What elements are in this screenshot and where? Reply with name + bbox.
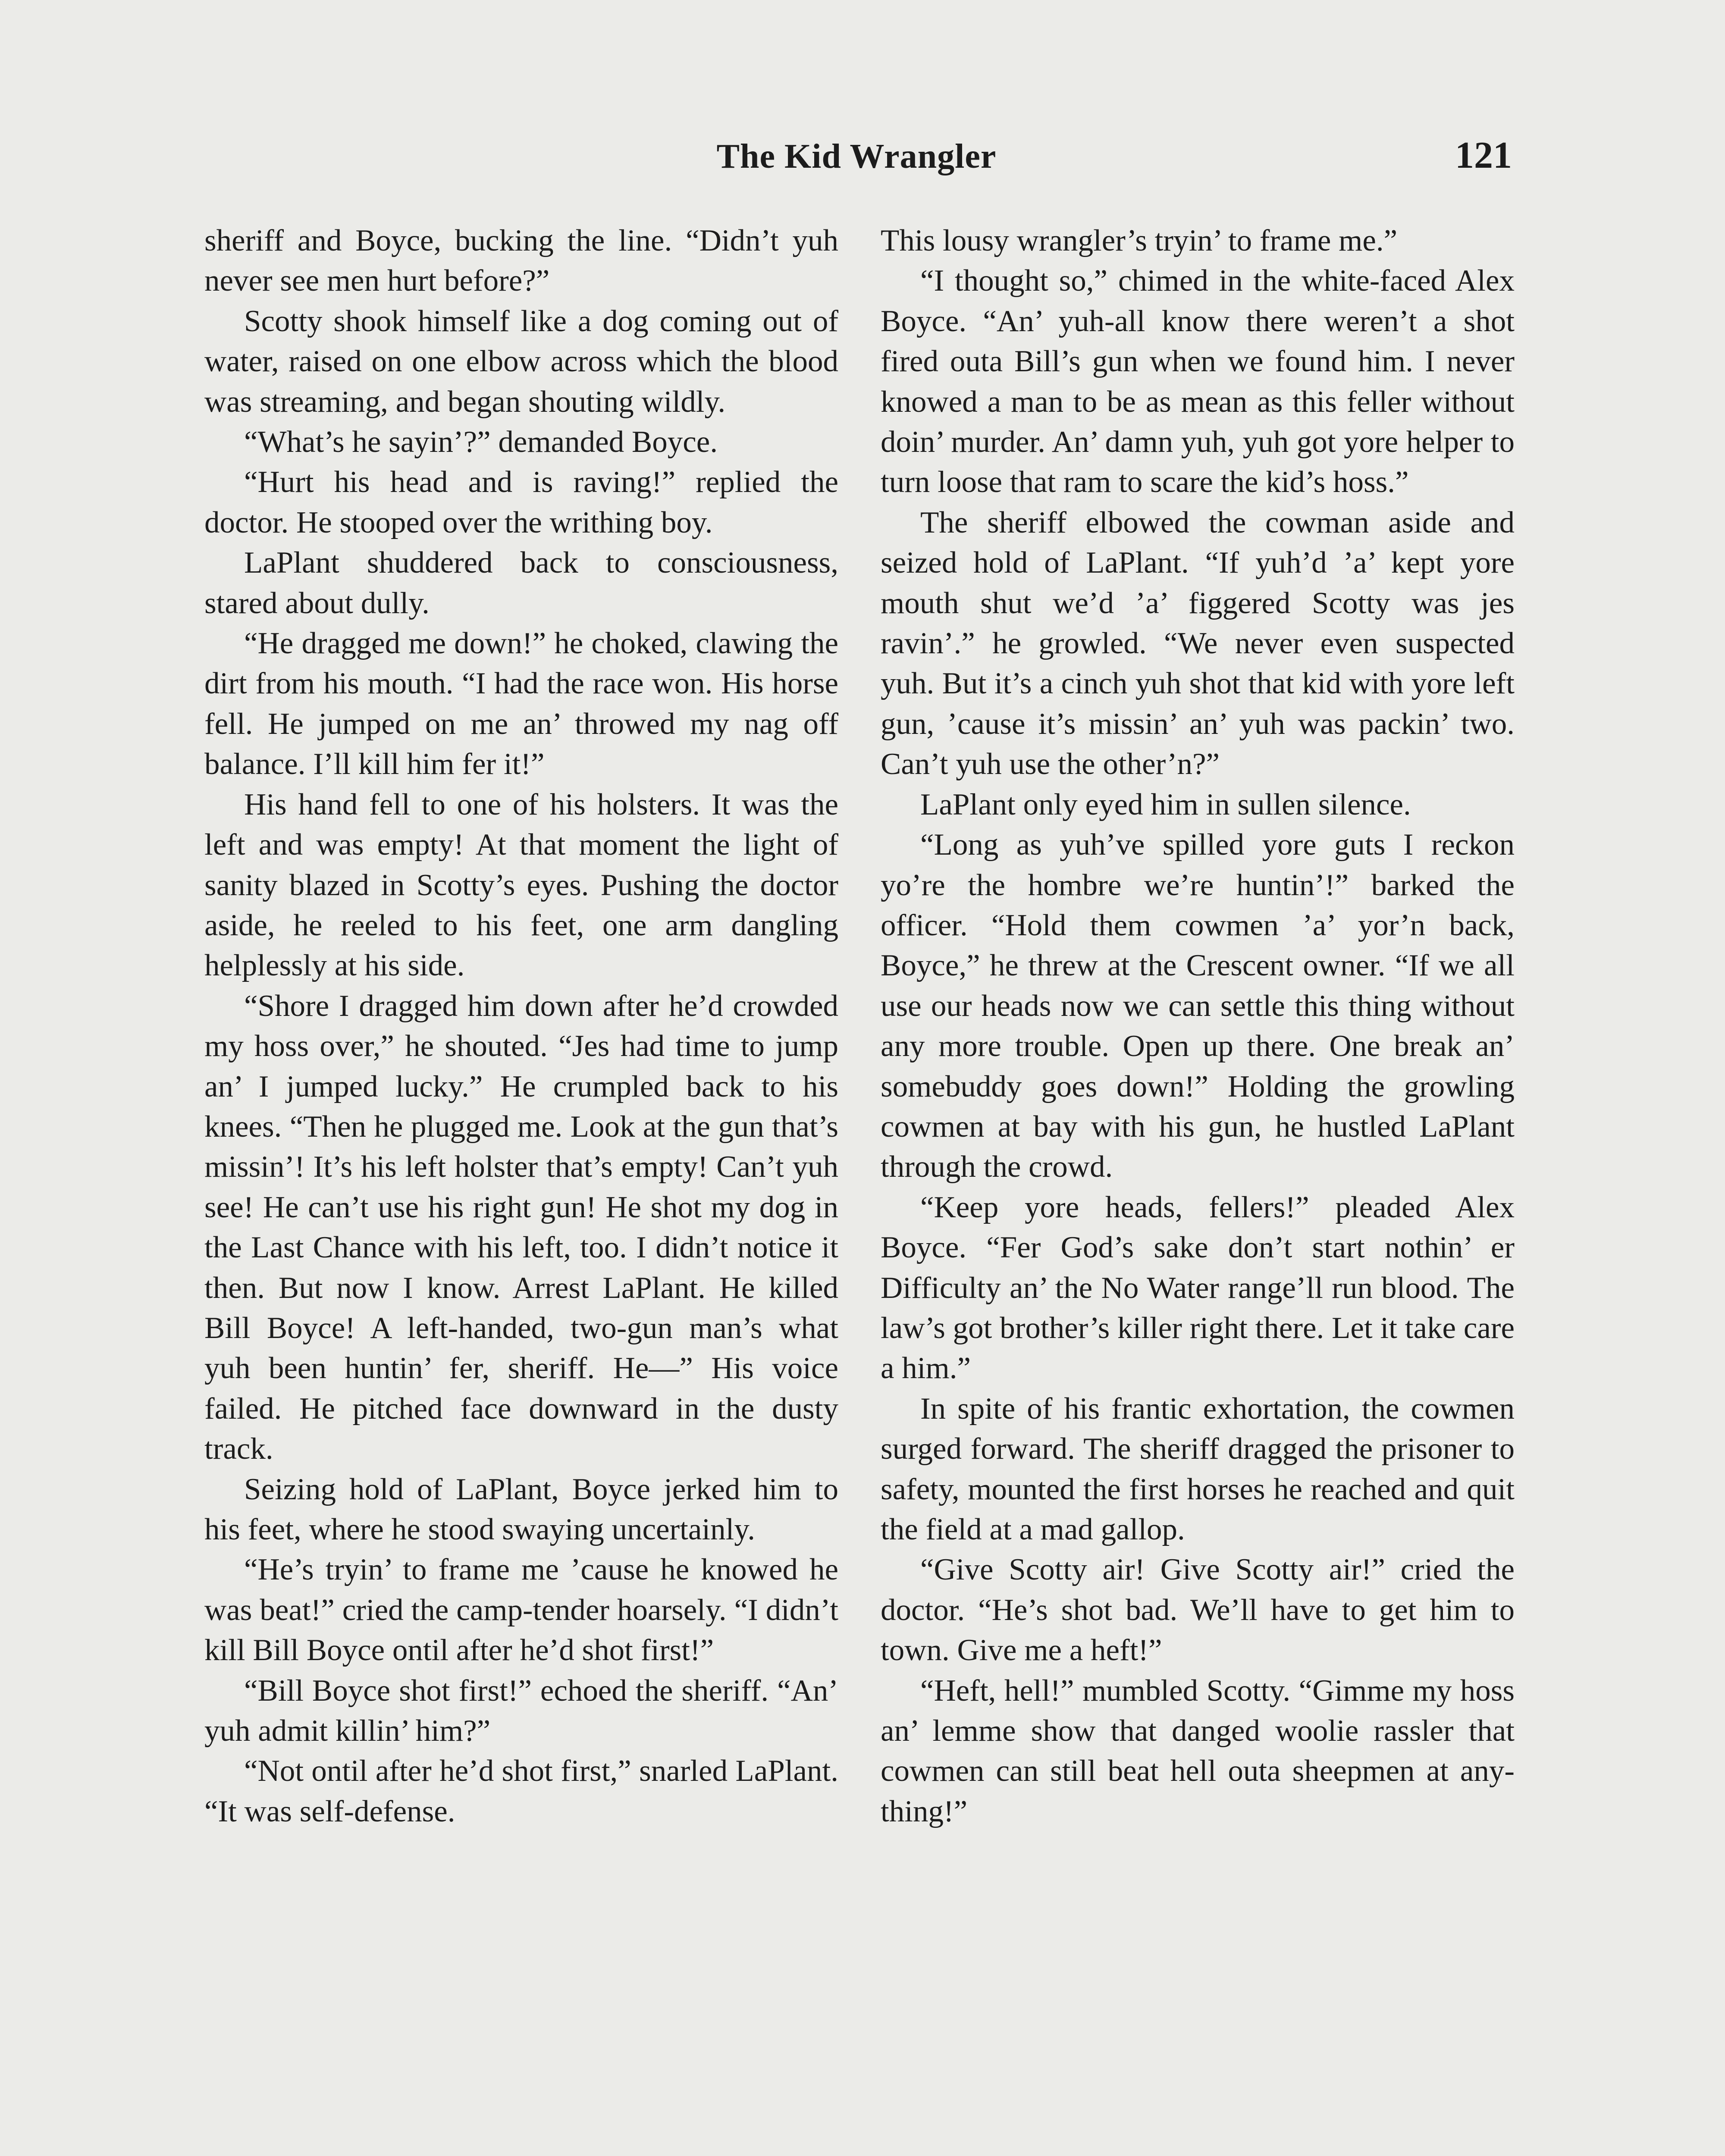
paragraph: The sheriff elbowed the cowman aside and seized hold of LaPlant. “If yuh’d ’a’ kept yore mouth shut we’d ’a’ figgered Scotty was jes ravin’.” he growled. “We never even suspected yuh. But it’s a cinch yuh shot that kid with yore left gun, ’cause it’s missin’ an’ yuh was packin’ two. Can’t yuh use the other’n?” bbox=[881, 505, 1515, 781]
paragraph: sheriff and Boyce, bucking the line. “Didn’t yuh never see men hurt before?” bbox=[204, 224, 838, 298]
paragraph: “He dragged me down!” he choked, clawing the dirt from his mouth. “I had the race won. His horse fell. He jumped on me an’ throwed my nag off balance. I’ll kill him fer it!” bbox=[204, 627, 838, 781]
page-number: 121 bbox=[1455, 135, 1512, 176]
paragraph: “Heft, hell!” mumbled Scotty. “Gimme my hoss an’ lemme show that danged woolie rassler that cowmen can still beat hell outa sheepmen at anything!” bbox=[881, 1673, 1515, 1828]
paragraph: “I thought so,” chimed in the white-faced Alex Boyce. “An’ yuh-all know there weren’t a shot fired outa Bill’s gun when we found him. I never knowed a man to be as mean as this feller without doin’ murder. An’ damn yuh, yuh got yore helper to turn loose that ram to scare the kid’s hoss.” bbox=[881, 264, 1515, 499]
paragraph: “Shore I dragged him down after he’d crowded my hoss over,” he shouted. “Jes had time to jump an’ I jumped lucky.” He crumpled back to his knees. “Then he plugged me. Look at the gun that’s missin’! It’s his left holster that’s empty! Can’t yuh see! He can’t use his right gun! He shot my dog in the Last Chance with his left, too. I didn’t notice it then. But now I know. Arrest LaPlant. He killed Bill Boyce! A left-handed, two-gun man’s what yuh been huntin’ fer, sheriff. He—” His voice failed. He pitched face downward in the dusty track. bbox=[204, 989, 838, 1466]
paragraph: Seizing hold of LaPlant, Boyce jerked him to his feet, where he stood swaying uncertainly. bbox=[204, 1472, 838, 1546]
paragraph: “Long as yuh’ve spilled yore guts I reckon yo’re the hombre we’re huntin’!” barked the officer. “Hold them cowmen ’a’ yor’n back, Boyce,” he threw at the Crescent owner. “If we all use our heads now we can settle this thing without any more trouble. Open up there. One break an’ somebuddy goes down!” Holding the growling cowmen at bay with his gun, he hustled LaPlant through the crowd. bbox=[881, 828, 1515, 1184]
paragraph: In spite of his frantic exhortation, the cowmen surged forward. The sheriff dragged the prisoner to safety, mounted the first horses he reached and quit the field at a mad gallop. bbox=[881, 1391, 1515, 1546]
right-text-column bbox=[881, 221, 1515, 1832]
paragraph: “What’s he sayin’?” demanded Boyce. bbox=[244, 425, 718, 459]
paragraph: LaPlant shuddered back to consciousness, stared about dully. bbox=[204, 546, 838, 620]
paragraph: This lousy wrangler’s tryin’ to frame me.” bbox=[881, 224, 1398, 257]
page-header bbox=[201, 137, 1512, 189]
running-title: The Kid Wrangler bbox=[716, 138, 997, 175]
paragraph: LaPlant only eyed him in sullen silence. bbox=[920, 787, 1411, 821]
paragraph: “He’s tryin’ to frame me ’cause he knowed he was beat!” cried the camp-tender hoarsely. “I didn’t kill Bill Boyce ontil after he’d shot first!” bbox=[204, 1553, 838, 1667]
paragraph: “Give Scotty air! Give Scotty air!” cried the doctor. “He’s shot bad. We’ll have to get him to town. Give me a heft!” bbox=[881, 1553, 1515, 1667]
left-text-column bbox=[204, 221, 838, 1832]
paragraph: Scotty shook himself like a dog coming out of water, raised on one elbow across which the blood was streaming, and began shouting wildly. bbox=[204, 304, 838, 419]
paragraph: “Hurt his head and is raving!” replied the doctor. He stooped over the writhing boy. bbox=[204, 465, 838, 539]
paragraph: “Keep yore heads, fellers!” pleaded Alex Boyce. “Fer God’s sake don’t start nothin’ er Difficulty an’ the No Water range’ll run blood. The law’s got brother’s killer right there. Let it take care a him.” bbox=[881, 1190, 1515, 1385]
paragraph: “Not ontil after he’d shot first,” snarled LaPlant. “It was self-defense. bbox=[204, 1754, 838, 1828]
paragraph: His hand fell to one of his holsters. It was the left and was empty! At that moment the light of sanity blazed in Scotty’s eyes. Pushing the doctor aside, he reeled to his feet, one arm dangling helplessly at his side. bbox=[204, 787, 838, 983]
paragraph: “Bill Boyce shot first!” echoed the sheriff. “An’ yuh admit killin’ him?” bbox=[204, 1673, 838, 1748]
